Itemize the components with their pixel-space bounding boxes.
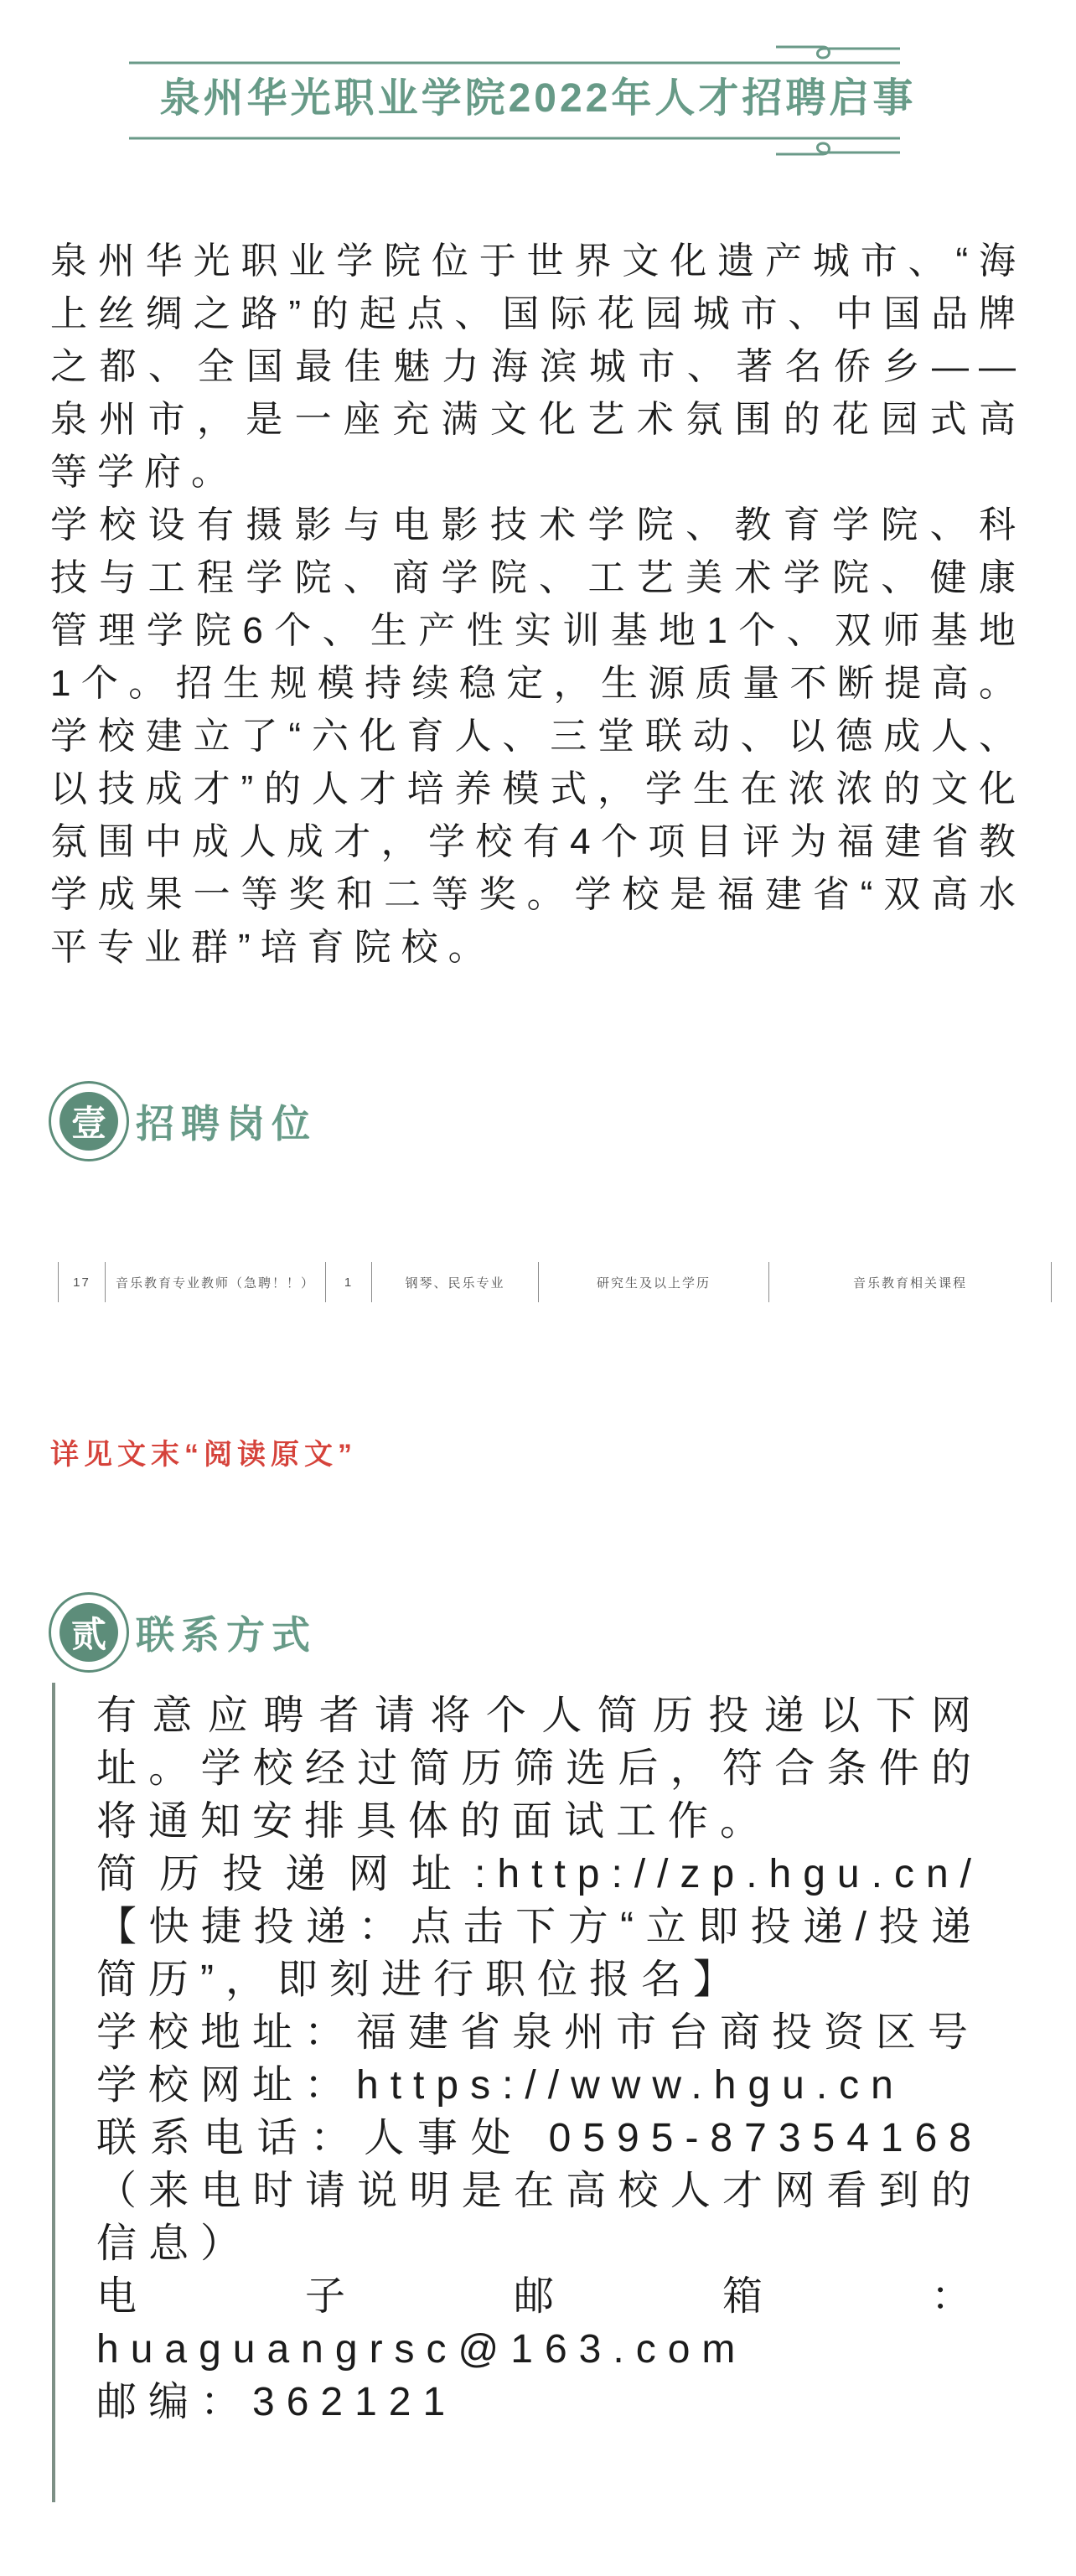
header xyxy=(0,0,1076,161)
page-title: 泉州华光职业学院2022年人才招聘启事 xyxy=(159,76,917,121)
contact-block xyxy=(52,1683,1027,2502)
contact-paragraph-website: 学校网址：https://www.hgu.cn xyxy=(96,2063,905,2108)
section-1-title: 招聘岗位 xyxy=(136,1102,317,1146)
position-education-cell: 研究生及以上学历 xyxy=(538,1262,768,1302)
scroll-ornament-icon xyxy=(127,136,949,161)
contact-paragraph-postcode: 邮编：362121 xyxy=(96,2380,458,2424)
section-2-badge xyxy=(49,1592,129,1673)
scroll-curl-bottom xyxy=(776,143,900,154)
contact-paragraph-resume-url: 简历投递网址:http://zp.hgu.cn/【快捷投递：点击下方“立即投递/投递简历”，即刻进行职位报名】 xyxy=(96,1852,983,2002)
positions-table-row xyxy=(58,1262,1076,1302)
intro-text xyxy=(50,235,1026,974)
contact-paragraph-email: 电子邮箱：huaguangrsc@163.com xyxy=(96,2274,983,2372)
badge-number-icon: 壹 xyxy=(59,1092,118,1151)
section-1-badge xyxy=(49,1081,129,1161)
position-count-cell: 1 xyxy=(325,1262,371,1302)
intro-paragraph-2: 学校设有摄影与电影技术学院、教育学院、科技与工程学院、商学院、工艺美术学院、健康管理学院6个、生产性实训基地1个、双师基地1个。招生规模持续稳定，生源质量不断提高。学校建立了“六化育人、三堂联动、以德成人、以技成才”的人才培养模式，学生在浓浓的文化氛围中成人成才，学校有4个项目评为福建省教学成果一等奖和二等奖。学校是福建省“双高水平专业群”培育院校。 xyxy=(50,504,1026,968)
contact-paragraph-intro: 有意应聘者请将个人简历投递以下网址。学校经过简历筛选后，符合条件的将通知安排具体的面试工作。 xyxy=(96,1694,983,1844)
position-title-cell: 音乐教育专业教师（急聘！！） xyxy=(105,1262,325,1302)
position-courses-cell: 音乐教育相关课程 xyxy=(768,1262,1052,1302)
position-major-cell: 钢琴、民乐专业 xyxy=(371,1262,538,1302)
scroll-curl-top xyxy=(776,47,900,58)
section-2-header xyxy=(49,1592,1076,1673)
position-seq-cell: 17 xyxy=(58,1262,105,1302)
contact-paragraph-address: 学校地址：福建省泉州市台商投资区号 xyxy=(96,2010,980,2055)
section-2-title: 联系方式 xyxy=(136,1613,317,1657)
contact-paragraph-phone: 联系电话：人事处 0595-87354168（来电时请说明是在高校人才网看到的信息） xyxy=(96,2116,983,2266)
scroll-ornament-icon xyxy=(127,40,949,65)
read-original-note: 详见文末“阅读原文” xyxy=(50,1439,357,1471)
section-1-header xyxy=(49,1081,1076,1161)
intro-paragraph-1: 泉州华光职业学院位于世界文化遗产城市、“海上丝绸之路”的起点、国际花园城市、中国品牌之都、全国最佳魅力海滨城市、著名侨乡——泉州市，是一座充满文化艺术氛围的花园式高等学府。 xyxy=(50,241,1026,493)
badge-number-icon: 贰 xyxy=(59,1603,118,1662)
